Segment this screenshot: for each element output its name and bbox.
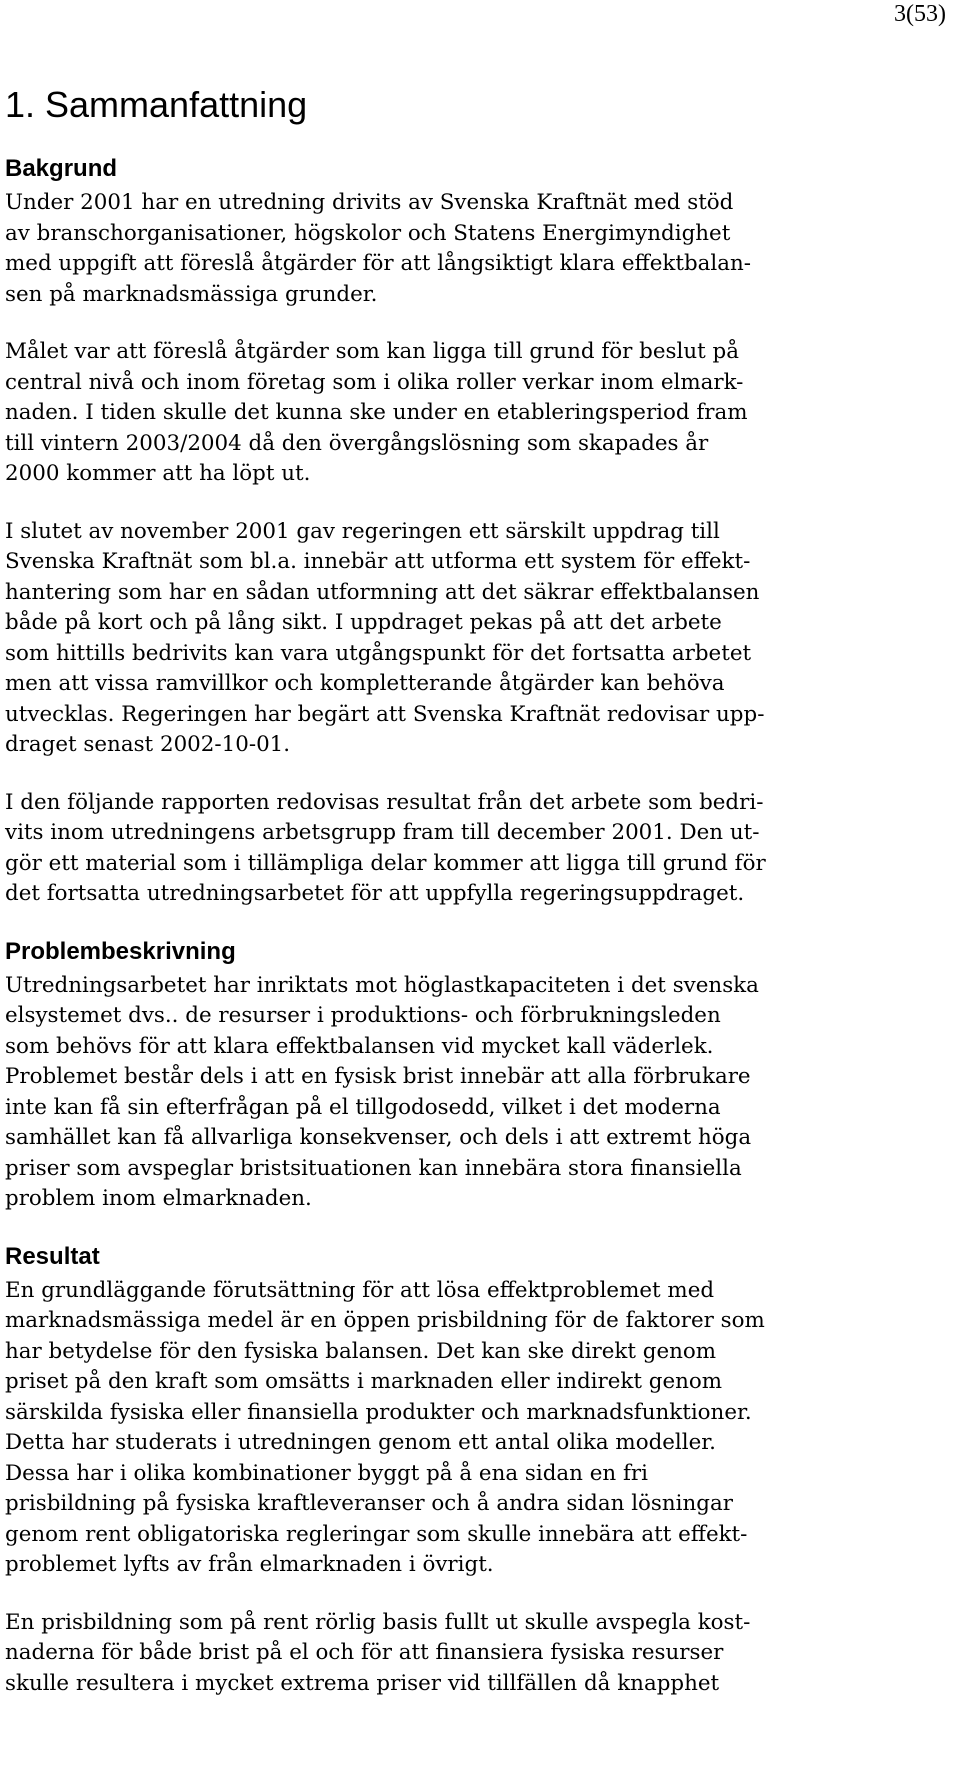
paragraph: Målet var att föreslå åtgärder som kan ligga till grund för beslut på central nivå och inom företag som i olika roller verkar inom elmark- naden. I tiden skulle det kunna ske under en etableringsperiod fram till vintern 2003/2004 då den övergångslösning som skapades år 2000 kommer att ha löpt ut. xyxy=(5,339,748,486)
page-title: 1. Sammanfattning xyxy=(5,84,308,125)
section-heading: Problembeskrivning xyxy=(5,937,236,965)
paragraph: Under 2001 har en utredning drivits av Svenska Kraftnät med stöd av branschorganisationer, högskolor och Statens Energimyndighet med uppgift att föreslå åtgärder för att långsiktigt klara effektbalan- sen på marknadsmässiga grunder. xyxy=(5,190,752,307)
paragraph: En grundläggande förutsättning för att lösa effektproblemet med marknadsmässiga medel är en öppen prisbildning för de faktorer som har betydelse för den fysiska balansen. Det kan ske direkt genom priset på den kraft som omsätts i marknaden eller indirekt genom särskilda fysiska eller finansiella produkter och marknadsfunktioner. Detta har studerats i utredningen genom ett antal olika modeller. Dessa har i olika kombinationer byggt på å ena sidan en fri prisbildning på fysiska kraftleveranser och å andra sidan lösningar genom rent obligatoriska regleringar som skulle innebära att effekt- problemet lyfts av från elmarknaden i övrigt. xyxy=(5,1277,765,1577)
section-heading: Resultat xyxy=(5,1242,100,1270)
document-body xyxy=(5,82,950,1726)
paragraph: Utredningsarbetet har inriktats mot höglastkapaciteten i det svenska elsystemet dvs.. de resurser i produktions- och förbrukningsleden som behövs för att klara effektbalansen vid mycket kall väderlek. Problemet består dels i att en fysisk brist innebär att alla förbrukare inte kan få sin efterfrågan på el tillgodosedd, vilket i det moderna samhället kan få allvarliga konsekvenser, och dels i att extremt höga priser som avspeglar bristsituationen kan innebära stora finansiella problem inom elmarknaden. xyxy=(5,972,759,1211)
paragraph: I den följande rapporten redovisas resultat från det arbete som bedri- vits inom utredningens arbetsgrupp fram till december 2001. Den ut- gör ett material som i tillämpliga delar kommer att ligga till grund för det fortsatta utredningsarbetet för att uppfylla regeringsuppdraget. xyxy=(5,789,766,906)
paragraph: En prisbildning som på rent rörlig basis fullt ut skulle avspegla kost- naderna för både brist på el och för att finansiera fysiska resurser skulle resultera i mycket extrema priser vid tillfällen då knapphet xyxy=(5,1609,751,1696)
section-problembeskrivning xyxy=(5,937,950,1215)
paragraph: I slutet av november 2001 gav regeringen ett särskilt uppdrag till Svenska Kraftnät som bl.a. innebär att utforma ett system för effekt- hantering som har en sådan utformning att det säkrar effektbalansen både på kort och på lång sikt. I uppdraget pekas på att det arbete som hittills bedrivits kan vara utgångspunkt för det fortsatta arbetet men att vissa ramvillkor och kompletterande åtgärder kan behöva utvecklas. Regeringen har begärt att Svenska Kraftnät redovisar upp- draget senast 2002-10-01. xyxy=(5,518,765,757)
page-number: 3(53) xyxy=(894,1,946,27)
section-resultat xyxy=(5,1242,950,1700)
section-heading: Bakgrund xyxy=(5,155,118,182)
section-bakgrund xyxy=(5,154,950,910)
